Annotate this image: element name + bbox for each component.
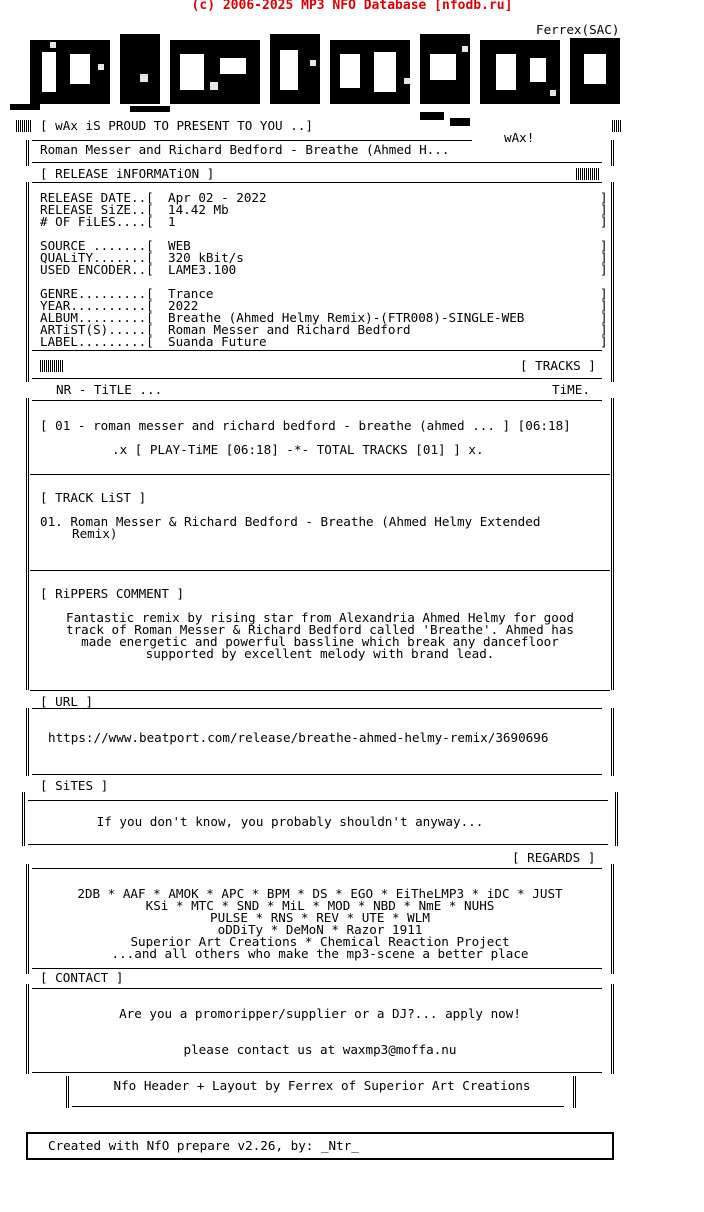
title-top-rule [32,140,472,141]
intro-line: [ wAx iS PROUD TO PRESENT TO YOU ..] [40,118,313,133]
shade-block [40,360,64,372]
bracket-close: ] [600,334,608,349]
bracket-close: ] [600,298,608,313]
bracket-close: ] [600,310,608,325]
playtime-summary: .x [ PLAY-TiME [06:18] -*- TOTAL TRACKS [01] ] x. [112,442,484,457]
comment-line: Fantastic remix by rising star from Alexandria Ahmed Helmy for good [66,610,574,625]
bracket-close: ] [600,322,608,337]
wax-tag: wAx! [504,130,535,145]
release-info-heading: [ RELEASE iNFORMATiON ] [40,166,215,181]
tracks-top-rule [32,400,602,401]
info-value: WEB [168,238,191,253]
sites-top-rule [28,800,608,801]
bracket-close: ] [600,214,608,229]
track-list-heading: [ TRACK LiST ] [40,490,147,505]
release-title: Roman Messer and Richard Bedford - Breathe (Ahmed H... [40,142,450,157]
info-label: GENRE.........[ [40,286,154,301]
url-heading: [ URL ] [40,694,94,709]
comment-line: supported by excellent melody with brand lead. [145,646,495,661]
contact-line: Are you a promoripper/supplier or a DJ?... apply now! [119,1006,521,1021]
shade-block [576,168,600,180]
regards-heading: [ REGARDS ] [512,850,596,865]
contact-bottom-rule [32,1072,602,1073]
info-value: 320 kBit/s [168,250,244,265]
footer-text: Created with NfO prepare v2.26, by: _Ntr_ [48,1138,359,1153]
sites-heading: [ SiTES ] [40,778,109,793]
credits-line: Nfo Header + Layout by Ferrex of Superior Art Creations [113,1078,531,1093]
col-nr-title: NR - TiTLE ... [56,382,163,397]
info-value: 14.42 Mb [168,202,229,217]
rippers-heading: [ RiPPERS COMMENT ] [40,586,185,601]
info-label: LABEL.........[ [40,334,154,349]
info-value: Breathe (Ahmed Helmy Remix)-(FTR008)-SINGLE-WEB [168,310,525,325]
shade-right [612,120,622,132]
bracket-close: ] [600,250,608,265]
info-value: Suanda Future [168,334,267,349]
track-list-line: Remix) [72,526,118,541]
info-label: QUALiTY.......[ [40,250,154,265]
bracket-close: ] [600,190,608,205]
release-info-top-rule [32,182,602,183]
author-tag: Ferrex(SAC) [536,22,620,37]
info-label: # OF FiLES....[ [40,214,154,229]
regards-line: ...and all others who make the mp3-scene a better place [111,946,529,961]
url-top-rule [32,708,602,709]
info-value: 2022 [168,298,199,313]
info-label: ARTiST(S).....[ [40,322,154,337]
info-value: Roman Messer and Richard Bedford [168,322,411,337]
info-value: 1 [168,214,176,229]
comment-rule [30,690,610,691]
regards-bottom-rule [32,968,602,969]
contact-line: please contact us at waxmp3@moffa.nu [183,1042,457,1057]
contact-frame [26,984,614,1074]
comment-line: made energetic and powerful bassline which break any dancefloor [81,634,559,649]
contact-heading: [ CONTACT ] [40,970,124,985]
title-bottom-rule [32,162,602,163]
info-value: Trance [168,286,214,301]
track-list-line: 01. Roman Messer & Richard Bedford - Breathe (Ahmed Helmy Extended [40,514,541,529]
regards-line: KSi * MTC * SND * MiL * MOD * NBD * NmE * NUHS [145,898,495,913]
shade-left [16,120,32,132]
tracks-rule [30,474,610,475]
contact-top-rule [32,988,602,989]
bracket-close: ] [600,238,608,253]
sites-text: If you don't know, you probably shouldn't anyway... [96,814,484,829]
info-value: LAME3.100 [168,262,237,277]
info-label: RELEASE DATE..[ [40,190,154,205]
bracket-close: ] [600,202,608,217]
url-bottom-rule [32,774,602,775]
info-label: ALBUM.........[ [40,310,154,325]
info-label: YEAR..........[ [40,298,154,313]
comment-line: track of Roman Messer & Richard Bedford called 'Breathe'. Ahmed has [66,622,574,637]
regards-line: Superior Art Creations * Chemical Reaction Project [130,934,510,949]
regards-top-rule [32,868,602,869]
regards-line: 2DB * AAF * AMOK * APC * BPM * DS * EGO * EiTheLMP3 * iDC * JUST [77,886,563,901]
site-header: (c) 2006-2025 MP3 NFO Database [nfodb.ru] [191,0,513,13]
info-label: USED ENCODER..[ [40,262,154,277]
regards-line: oDDiTy * DeMoN * Razor 1911 [217,922,423,937]
sites-bottom-rule [28,844,608,845]
col-time: TiME. [552,382,590,397]
info-label: SOURCE .......[ [40,238,154,253]
credits-bottom-rule [72,1106,564,1107]
release-info-bottom-rule [32,378,602,379]
tracks-heading: [ TRACKS ] [520,358,596,373]
bracket-close: ] [600,286,608,301]
bracket-close: ] [600,262,608,277]
track-list-rule [30,570,610,571]
track-line: [ 01 - roman messer and richard bedford - breathe (ahmed ... ] [06:18] [40,418,571,433]
regards-line: PULSE * RNS * REV * UTE * WLM [210,910,430,925]
info-value: Apr 02 - 2022 [168,190,267,205]
release-url-link[interactable]: https://www.beatport.com/release/breathe-ahmed-helmy-remix/3690696 [48,730,549,745]
info-label: RELEASE SiZE..[ [40,202,154,217]
release-info-rule [32,350,602,351]
